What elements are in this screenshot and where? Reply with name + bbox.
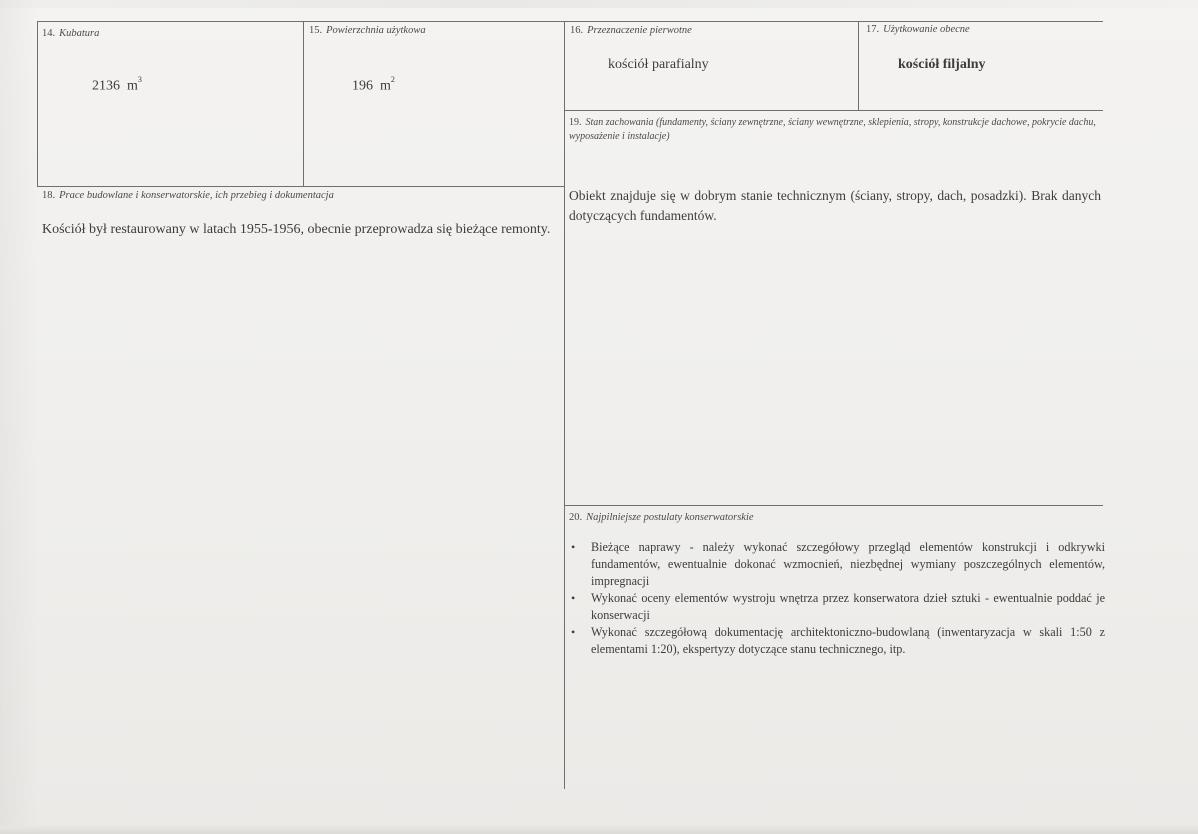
shadow-edge xyxy=(0,0,40,834)
grid-line-right-top xyxy=(564,110,1103,111)
grid-line-left-edge xyxy=(37,21,38,187)
field-18-number: 18. xyxy=(42,190,56,201)
preservation-state-text: Obiekt znajduje się w dobrym stanie technicznym (ściany, stropy, dach, posadzki). Brak danych dotyczących fundamentów. xyxy=(569,188,1101,223)
field-20-label xyxy=(569,512,754,523)
field-17-label xyxy=(866,24,970,35)
field-15-value xyxy=(352,77,395,95)
field-14-number: 14. xyxy=(42,28,56,39)
cubature-value: 2136 xyxy=(92,78,120,94)
field-19-label-text: Stan zachowania (fundamenty, ściany zewnętrzne, ściany wewnętrzne, sklepienia, stropy, konstrukcje dachowe, pokrycie dachu, wyposażenie i instalacje) xyxy=(569,117,1096,142)
field-16-number: 16. xyxy=(570,25,584,36)
field-15-label xyxy=(309,25,426,36)
field-20-number: 20. xyxy=(569,512,583,523)
field-16-label-text: Przeznaczenie pierwotne xyxy=(587,25,692,36)
grid-line-right-mid xyxy=(564,505,1103,506)
cubature-unit: m xyxy=(127,78,138,94)
field-19-number: 19. xyxy=(569,117,582,128)
area-unit: m xyxy=(380,78,391,94)
list-item: • Bieżące naprawy - należy wykonać szczegółowy przegląd elementów konstrukcji i odkrywki fundamentów, ewentualnie dokonać wzmocnień, niezbędnej wymiany poszczególnych elementów, impregnacji xyxy=(569,539,1105,590)
construction-works-text: Kościół był restaurowany w latach 1955-1956, obecnie przeprowadza się bieżące remonty. xyxy=(42,222,551,237)
field-17-label-text: Użytkowanie obecne xyxy=(883,24,970,35)
original-purpose-value: kościół parafialny xyxy=(608,57,709,72)
grid-line-top xyxy=(37,21,1103,22)
grid-line-left-mid xyxy=(37,186,564,187)
list-item: • Wykonać oceny elementów wystroju wnętrza przez konserwatora dzieł sztuki - ewentualnie poddać je konserwacji xyxy=(569,590,1105,624)
field-19-label xyxy=(569,116,1099,144)
bottom-edge xyxy=(0,826,1198,834)
field-15-label-text: Powierzchnia użytkowa xyxy=(326,25,426,36)
grid-line-col-2 xyxy=(303,21,304,187)
area-unit-exponent: 2 xyxy=(390,75,395,84)
current-use-value: kościół filjalny xyxy=(898,57,986,72)
field-18-label-text: Prace budowlane i konserwatorskie, ich przebieg i dokumentacja xyxy=(59,190,334,201)
list-item: • Wykonać szczegółową dokumentację architektoniczno-budowlaną (inwentaryzacja w skali 1:50 z elementami 1:20), ekspertyzy dotyczące stanu technicznego, itp. xyxy=(569,624,1105,658)
field-20-label-text: Najpilniejsze postulaty konserwatorskie xyxy=(586,512,754,523)
grid-line-col-4 xyxy=(858,21,859,111)
field-15-number: 15. xyxy=(309,25,323,36)
field-18-label xyxy=(42,190,334,201)
area-value: 196 xyxy=(352,78,373,94)
grid-line-center xyxy=(564,21,565,789)
field-14-label xyxy=(42,28,99,39)
top-edge xyxy=(0,0,1198,8)
conservation-postulates-list xyxy=(569,539,1105,658)
field-14-value xyxy=(92,77,142,95)
field-14-label-text: Kubatura xyxy=(59,28,100,39)
cubature-unit-exponent: 3 xyxy=(137,75,142,84)
field-17-number: 17. xyxy=(866,24,880,35)
field-16-label xyxy=(570,25,692,36)
